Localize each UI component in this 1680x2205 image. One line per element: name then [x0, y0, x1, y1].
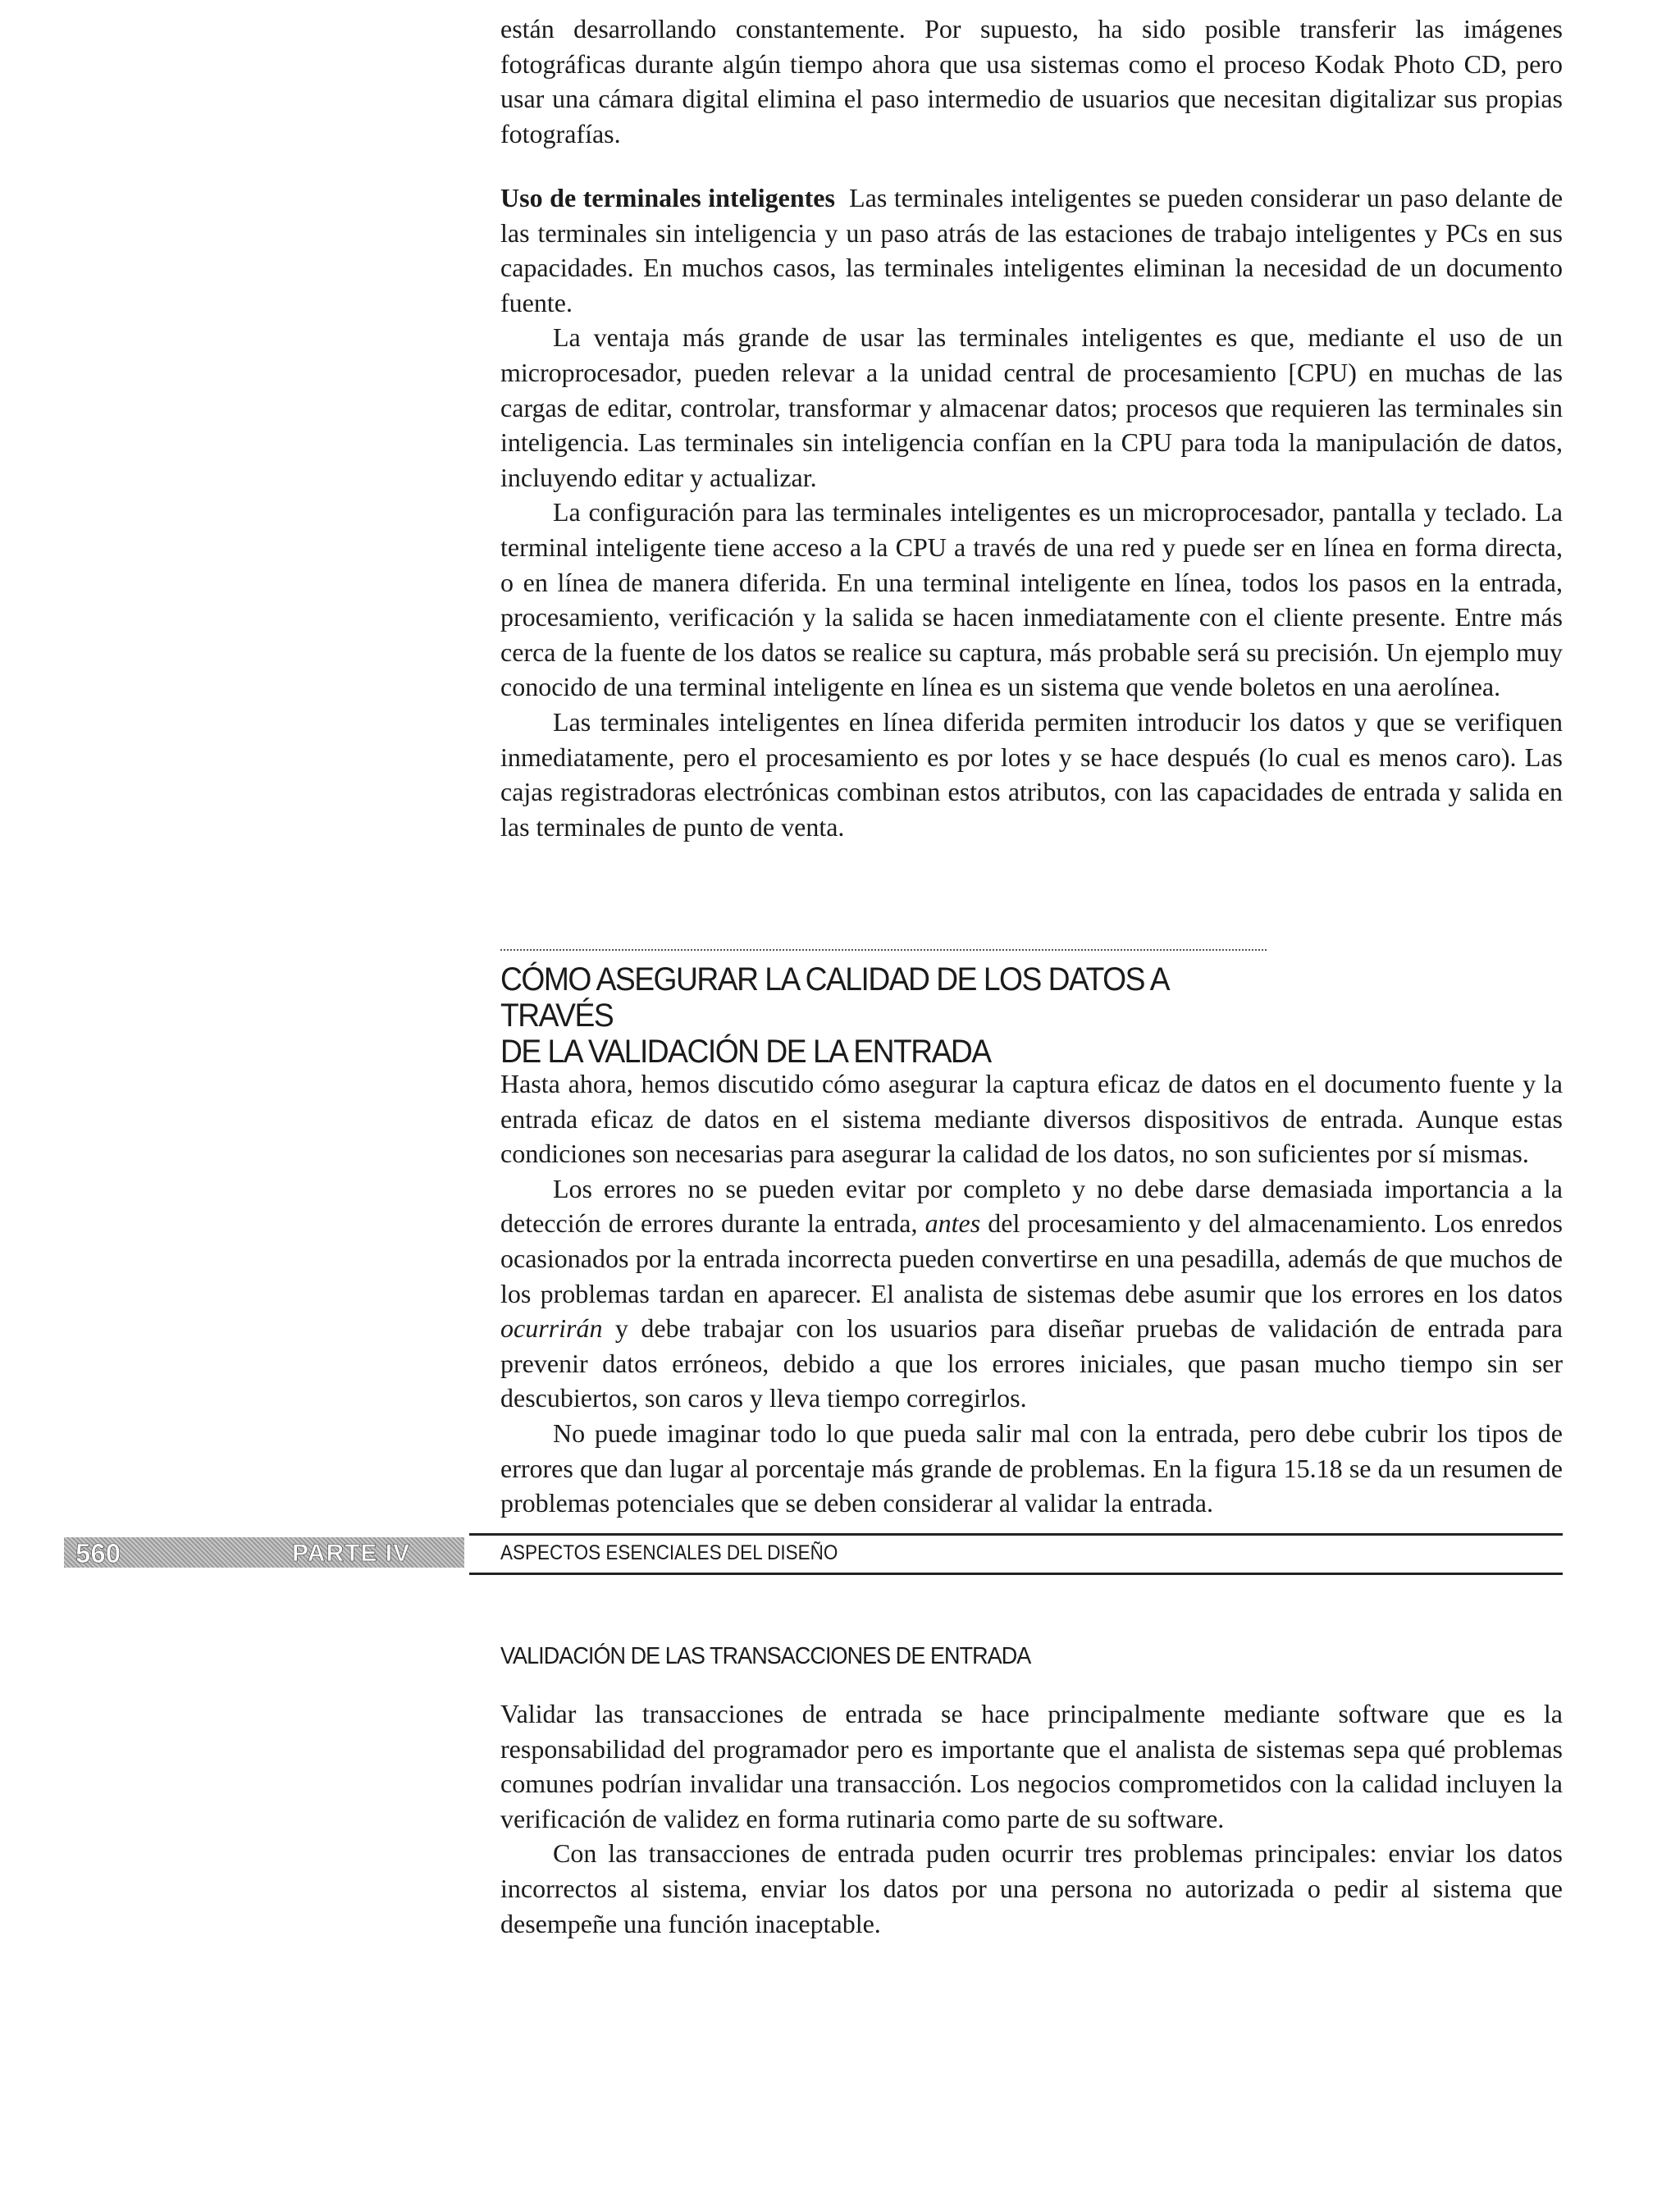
section-paragraph-3: No puede imaginar todo lo que pueda salir mal con la entrada, pero debe cubrir los tipos de errores que dan lugar al porcentaje más grande de problemas. En la figura 15.18 se da un resumen de problemas potenciales que se deben considerar al validar la entrada. — [500, 1418, 1563, 1518]
subsection-paragraph-1: Validar las transacciones de entrada se hace principalmente mediante software que es la responsabilidad del programador pero es importante que el analista de sistemas sepa qué problemas comunes podrían invalidar una transacción. Los negocios comprometidos con la calidad incluyen la verificación de validez en forma rutinaria como parte de su software. — [500, 1699, 1563, 1833]
text-run: Los errores no se pueden evitar por completo y no debe darse demasiada importancia a la detección de errores durante la entrada, — [500, 1173, 1563, 1239]
part-label: PARTE IV — [292, 1540, 411, 1567]
subsection-heading — [500, 1643, 1563, 1670]
text-run: del procesamiento y del almacenamiento. Los enredos ocasionados por la entrada incorrecta pueden convertirse en una pesadilla, además de que muchos de los problemas tardan en aparecer. El analista de sistemas debe asumir que los errores en los datos — [500, 1208, 1564, 1308]
smart-terminals-paragraph-1 — [500, 180, 1563, 320]
text-run: y debe trabajar con los usuarios para diseñar pruebas de validación de entrada para prevenir datos erróneos, debido a que los errores iniciales, que pasan mucho tiempo sin ser descubiertos, son caros y lleva tiempo corregirlos. — [500, 1313, 1563, 1413]
page-number: 560 — [75, 1538, 121, 1568]
footer-bottom-rule — [469, 1573, 1563, 1575]
subsection-paragraph-2: Con las transacciones de entrada puden ocurrir tres problemas principales: enviar los datos incorrectos al sistema, enviar los datos por una persona no autorizada o pedir al sistema que desempeñe una función inaceptable. — [500, 1838, 1563, 1938]
section-paragraph-1: Hasta ahora, hemos discutido cómo asegurar la captura eficaz de datos en el documento fuente y la entrada eficaz de datos en el sistema mediante diversos dispositivos de entrada. Aunque estas condiciones son necesarias para asegurar la calidad de los datos, no son suficientes por sí mismas. — [500, 1069, 1563, 1169]
paragraph-text: Las terminales inteligentes se pueden considerar un paso delante de las terminales sin inteligencia y un paso atrás de las estaciones de trabajo inteligentes y PCs en sus capacidades. En muchos casos, las terminales inteligentes eliminan la necesidad de un documento fuente. — [500, 183, 1564, 317]
section-title-line-1: CÓMO ASEGURAR LA CALIDAD DE LOS DATOS A TRAVÉS — [500, 961, 1167, 1034]
emphasis-ocurriran: ocurrirán — [500, 1313, 603, 1344]
section-heading — [500, 961, 1563, 1070]
emphasis-antes: antes — [924, 1208, 981, 1239]
subsection-title: VALIDACIÓN DE LAS TRANSACCIONES DE ENTRADA — [500, 1643, 1031, 1669]
intro-paragraph: están desarrollando constantemente. Por supuesto, ha sido posible transferir las imágenes fotográficas durante algún tiempo ahora que usa sistemas como el proceso Kodak Photo CD, pero usar una cámara digital elimina el paso intermedio de usuarios que necesitan digitalizar sus propias fotografías. — [500, 14, 1563, 148]
footer-top-rule — [469, 1533, 1563, 1536]
smart-terminals-paragraph-4: Las terminales inteligentes en línea diferida permiten introducir los datos y que se verifiquen inmediatamente, pero el procesamiento es por lotes y se hace después (lo cual es menos caro). Las cajas registradoras electrónicas combinan estos atributos, con las capacidades de entrada y salida en las terminales de punto de venta. — [500, 706, 1563, 842]
section-title — [500, 961, 1263, 1070]
section-title-line-2: DE LA VALIDACIÓN DE LA ENTRADA — [500, 1034, 991, 1070]
run-in-heading: Uso de terminales inteligentes — [500, 183, 835, 212]
section-divider — [500, 949, 1267, 951]
section-paragraph-2 — [500, 1171, 1563, 1416]
smart-terminals-block — [500, 180, 1563, 844]
running-footer-title: ASPECTOS ESENCIALES DEL DISEÑO — [500, 1541, 838, 1564]
section-body — [500, 1066, 1563, 1521]
intro-block — [500, 11, 1563, 151]
footer-part-tab — [64, 1537, 464, 1568]
smart-terminals-paragraph-3: La configuración para las terminales inteligentes es un microprocesador, pantalla y teclado. La terminal inteligente tiene acceso a la CPU a través de una red y puede ser en línea en forma directa, o en línea de manera diferida. En una terminal inteligente en línea, todos los pasos en la entrada, procesamiento, verificación y la salida se hacen inmediatamente con el cliente presente. Entre más cerca de la fuente de los datos se realice su captura, más probable será su precisión. Un ejemplo muy conocido de una terminal inteligente en línea es un sistema que vende boletos en una aerolínea. — [500, 497, 1563, 702]
smart-terminals-paragraph-2: La ventaja más grande de usar las terminales inteligentes es que, mediante el uso de un microprocesador, pueden relevar a la unidad central de procesamiento [CPU) en muchas de las cargas de editar, controlar, transformar y almacenar datos; procesos que requieren las terminales sin inteligencia. Las terminales sin inteligencia confían en la CPU para toda la manipulación de datos, incluyendo editar y actualizar. — [500, 322, 1563, 492]
subsection-body — [500, 1696, 1563, 1941]
